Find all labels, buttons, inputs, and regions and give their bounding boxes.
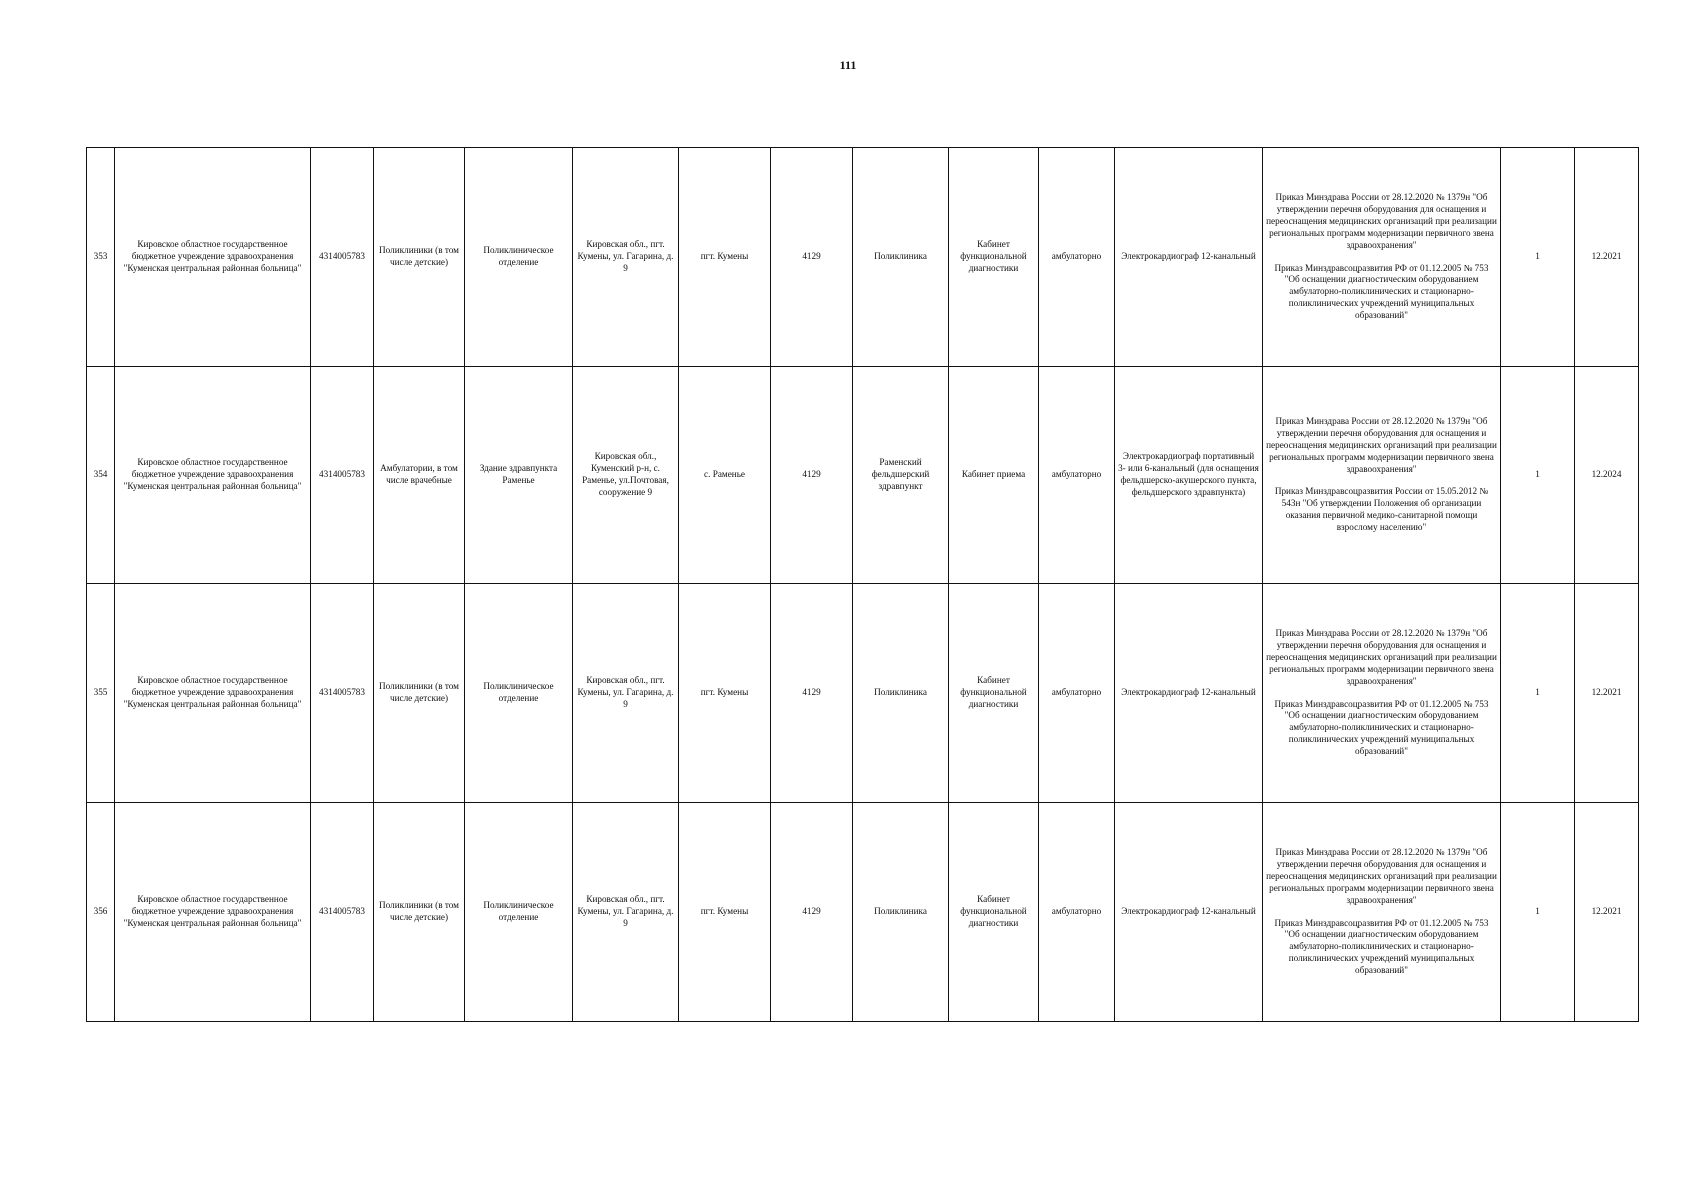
subdivision-cell: Поликлиническое отделение <box>465 148 573 367</box>
inn-cell: 4314005783 <box>311 148 374 367</box>
facility-type-cell: Поликлиники (в том числе детские) <box>374 803 465 1022</box>
address-cell: Кировская обл., пгт. Кумены, ул. Гагарина, д. 9 <box>573 584 679 803</box>
quantity-cell: 1 <box>1501 803 1575 1022</box>
subdivision-cell: Здание здравпункта Раменье <box>465 367 573 584</box>
address-cell: Кировская обл., пгт. Кумены, ул. Гагарина, д. 9 <box>573 148 679 367</box>
room-cell: Кабинет функциональной диагностики <box>949 148 1039 367</box>
organization-cell: Кировское областное государственное бюджетное учреждение здравоохранения "Куменская центральная районная больница" <box>115 367 311 584</box>
date-cell: 12.2024 <box>1575 367 1639 584</box>
organization-cell: Кировское областное государственное бюджетное учреждение здравоохранения "Куменская центральная районная больница" <box>115 584 311 803</box>
room-cell: Кабинет приема <box>949 367 1039 584</box>
row-index: 355 <box>87 584 115 803</box>
order-primary: Приказ Минздрава России от 28.12.2020 № 1379н "Об утверждении перечня оборудования для оснащения и переоснащения медицинских организаций при реализации региональных программ модернизации первичного звена здравоохранения" <box>1266 846 1497 905</box>
care-form-cell: амбулаторно <box>1039 803 1115 1022</box>
date-cell: 12.2021 <box>1575 148 1639 367</box>
code-cell: 4129 <box>771 148 853 367</box>
table-row <box>87 803 1639 1022</box>
unit-cell: Раменский фельдшерский здравпункт <box>853 367 949 584</box>
address-cell: Кировская обл., пгт. Кумены, ул. Гагарина, д. 9 <box>573 803 679 1022</box>
organization-cell: Кировское областное государственное бюджетное учреждение здравоохранения "Куменская центральная районная больница" <box>115 148 311 367</box>
order-primary: Приказ Минздрава России от 28.12.2020 № 1379н "Об утверждении перечня оборудования для оснащения и переоснащения медицинских организаций при реализации региональных программ модернизации первичного звена здравоохранения" <box>1266 191 1497 250</box>
date-cell: 12.2021 <box>1575 584 1639 803</box>
row-index: 356 <box>87 803 115 1022</box>
inn-cell: 4314005783 <box>311 803 374 1022</box>
order-secondary: Приказ Минздравсоцразвития РФ от 01.12.2005 № 753 "Об оснащении диагностическим оборудованием амбулаторно-поликлинических и стационарно-поликлинических учреждений муниципальных образований" <box>1274 698 1489 757</box>
table-row <box>87 367 1639 584</box>
table-row <box>87 584 1639 803</box>
quantity-cell: 1 <box>1501 367 1575 584</box>
order-spacer <box>1266 475 1497 486</box>
order-spacer <box>1266 907 1497 918</box>
regulatory-orders-cell <box>1263 367 1501 584</box>
order-secondary: Приказ Минздравсоцразвития России от 15.05.2012 № 543н "Об утверждении Положения об организации оказания первичной медико-санитарной помощи взрослому населению" <box>1274 486 1489 533</box>
facility-type-cell: Поликлиники (в том числе детские) <box>374 584 465 803</box>
code-cell: 4129 <box>771 367 853 584</box>
room-cell: Кабинет функциональной диагностики <box>949 584 1039 803</box>
care-form-cell: амбулаторно <box>1039 584 1115 803</box>
address-cell: Кировская обл., Куменский р-н, с. Раменье, ул.Почтовая, сооружение 9 <box>573 367 679 584</box>
unit-cell: Поликлиника <box>853 148 949 367</box>
organization-cell: Кировское областное государственное бюджетное учреждение здравоохранения "Куменская центральная районная больница" <box>115 803 311 1022</box>
inn-cell: 4314005783 <box>311 367 374 584</box>
care-form-cell: амбулаторно <box>1039 148 1115 367</box>
order-spacer <box>1266 252 1497 263</box>
order-secondary: Приказ Минздравсоцразвития РФ от 01.12.2005 № 753 "Об оснащении диагностическим оборудованием амбулаторно-поликлинических и стационарно-поликлинических учреждений муниципальных образований" <box>1274 917 1489 976</box>
equipment-cell: Электрокардиограф портативный 3- или 6-канальный (для оснащения фельдшерско-акушерского пункта, фельдшерского здравпункта) <box>1115 367 1263 584</box>
regulatory-orders-cell <box>1263 584 1501 803</box>
equipment-cell: Электрокардиограф 12-канальный <box>1115 803 1263 1022</box>
care-form-cell: амбулаторно <box>1039 367 1115 584</box>
settlement-cell: пгт. Кумены <box>679 584 771 803</box>
order-secondary: Приказ Минздравсоцразвития РФ от 01.12.2005 № 753 "Об оснащении диагностическим оборудованием амбулаторно-поликлинических и стационарно-поликлинических учреждений муниципальных образований" <box>1274 262 1489 321</box>
inn-cell: 4314005783 <box>311 584 374 803</box>
facility-type-cell: Амбулатории, в том числе врачебные <box>374 367 465 584</box>
facility-type-cell: Поликлиники (в том числе детские) <box>374 148 465 367</box>
quantity-cell: 1 <box>1501 148 1575 367</box>
settlement-cell: с. Раменье <box>679 367 771 584</box>
subdivision-cell: Поликлиническое отделение <box>465 803 573 1022</box>
settlement-cell: пгт. Кумены <box>679 803 771 1022</box>
row-index: 354 <box>87 367 115 584</box>
order-primary: Приказ Минздрава России от 28.12.2020 № 1379н "Об утверждении перечня оборудования для оснащения и переоснащения медицинских организаций при реализации региональных программ модернизации первичного звена здравоохранения" <box>1266 415 1497 474</box>
code-cell: 4129 <box>771 803 853 1022</box>
room-cell: Кабинет функциональной диагностики <box>949 803 1039 1022</box>
unit-cell: Поликлиника <box>853 584 949 803</box>
code-cell: 4129 <box>771 584 853 803</box>
row-index: 353 <box>87 148 115 367</box>
equipment-cell: Электрокардиограф 12-канальный <box>1115 584 1263 803</box>
settlement-cell: пгт. Кумены <box>679 148 771 367</box>
page-number: 111 <box>839 58 857 72</box>
subdivision-cell: Поликлиническое отделение <box>465 584 573 803</box>
equipment-cell: Электрокардиограф 12-канальный <box>1115 148 1263 367</box>
order-primary: Приказ Минздрава России от 28.12.2020 № 1379н "Об утверждении перечня оборудования для оснащения и переоснащения медицинских организаций при реализации региональных программ модернизации первичного звена здравоохранения" <box>1266 627 1497 686</box>
regulatory-orders-cell <box>1263 148 1501 367</box>
order-spacer <box>1266 688 1497 699</box>
table-row <box>87 148 1639 367</box>
date-cell: 12.2021 <box>1575 803 1639 1022</box>
unit-cell: Поликлиника <box>853 803 949 1022</box>
equipment-registry-table <box>86 147 1639 1022</box>
quantity-cell: 1 <box>1501 584 1575 803</box>
regulatory-orders-cell <box>1263 803 1501 1022</box>
